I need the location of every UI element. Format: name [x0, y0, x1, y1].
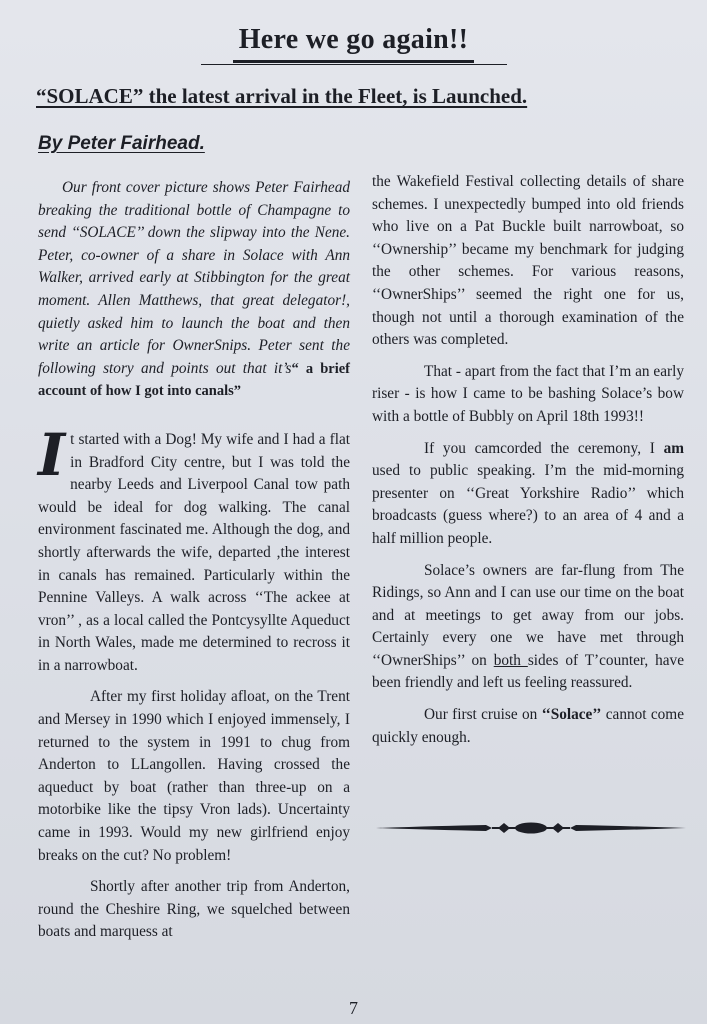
emphasis-am: am — [663, 439, 684, 457]
emphasis-solace: ‘‘Solace’’ — [541, 706, 602, 724]
title-rule — [201, 64, 507, 65]
body-paragraph-6-end: used to public speaking. I’m the mid-morning presenter on ‘‘Great Yorkshire Radio’’ which broadcasts (guess where?) to an area of 4 and a half million people. — [372, 462, 684, 547]
page-title: Here we go again!! — [233, 24, 475, 63]
left-column — [38, 177, 350, 944]
body-paragraph-1 — [38, 420, 350, 678]
masthead — [0, 24, 707, 63]
body-paragraph-7-start: Solace’s owners are far-flung from The Ridings, so Ann and I can use our time on the boat and at meetings to get away from our jobs. Certainly every one we have met through ‘‘OwnerShips’’ on — [372, 561, 684, 669]
body-paragraph-5: That - apart from the fact that I’m an early riser - is how I came to be bashing Solace’s bow with a bottle of Bubbly on April 18th 1993!! — [372, 362, 684, 425]
author-byline: By Peter Fairhead. — [38, 133, 205, 154]
intro-paragraph — [38, 177, 350, 403]
body-paragraph-6-start: If you camcorded the ceremony, I — [424, 439, 664, 457]
section-end-ornament — [376, 818, 686, 838]
body-paragraph-7 — [372, 560, 684, 696]
page-number: 7 — [349, 998, 358, 1018]
body-paragraph-2: After my first holiday afloat, on the Trent and Mersey in 1990 which I enjoyed immensely, I returned to the system in 1991 to chug from Anderton to LLangollen. Having crossed the aqueduct by boat (rather than three-up on a motorbike like the tipsy Vron lads). Uncertainty came in 1993. Would my new girlfriend enjoy breaks on the cut? No problem! — [38, 688, 350, 864]
body-paragraph-1-text: t started with a Dog! My wife and I had a flat in Bradford City centre, but I was told the nearby Leeds and Liverpool Canal tow path would be ideal for dog walking. The canal environment fascinated me. Although the dog, and shortly afterwards the wife, departed ,the interest in canals has remained. Particularly within the Pennine Valleys. A walk across ‘‘The ackee at vron’’ , as a local called the Pontcysyllte Aqueduct in North Wales, made me determined to recross it in a narrowboat. — [38, 430, 350, 674]
body-paragraph-8 — [372, 704, 684, 749]
intro-text: Our front cover picture shows Peter Fairhead breaking the traditional bottle of Champagne to send ‘‘SOLACE’’ down the slipway into the Nene. Peter, co-owner of a share in Solace with Ann Walker, arrived early at Stibbington for the great moment. Allen Matthews, that great delegator!, quietly asked him to launch the boat and then write an article for OwnerSnips. Peter sent the following story and points out that it’s — [38, 179, 350, 377]
body-paragraph-7-end: sides of T’counter, have been friendly and left us feeling reassured. — [372, 651, 684, 692]
underlined-both: both — [493, 651, 528, 669]
body-paragraph-6 — [372, 438, 684, 551]
body-paragraph-3: Shortly after another trip from Anderton, round the Cheshire Ring, we squelched between boats and marquess at — [38, 878, 350, 941]
body-paragraph-8-end: cannot come quickly enough. — [372, 706, 684, 746]
article-subtitle: “SOLACE” the latest arrival in the Fleet, is Launched. — [36, 84, 528, 108]
drop-cap: I — [38, 420, 66, 489]
intro-quote: “ a brief account of how I got into canals” — [38, 360, 350, 400]
right-column — [372, 171, 684, 749]
body-paragraph-8-start: Our first cruise on — [424, 706, 542, 724]
body-paragraph-4: the Wakefield Festival collecting details of share schemes. I unexpectedly bumped into old friends who live on a Pat Buckle built narrowboat, so ‘‘Ownership’’ became my benchmark for judging the other schemes. For various reasons, ‘‘OwnerShips’’ seemed the right one for us, though not until a thorough examination of the others was completed. — [372, 173, 684, 349]
